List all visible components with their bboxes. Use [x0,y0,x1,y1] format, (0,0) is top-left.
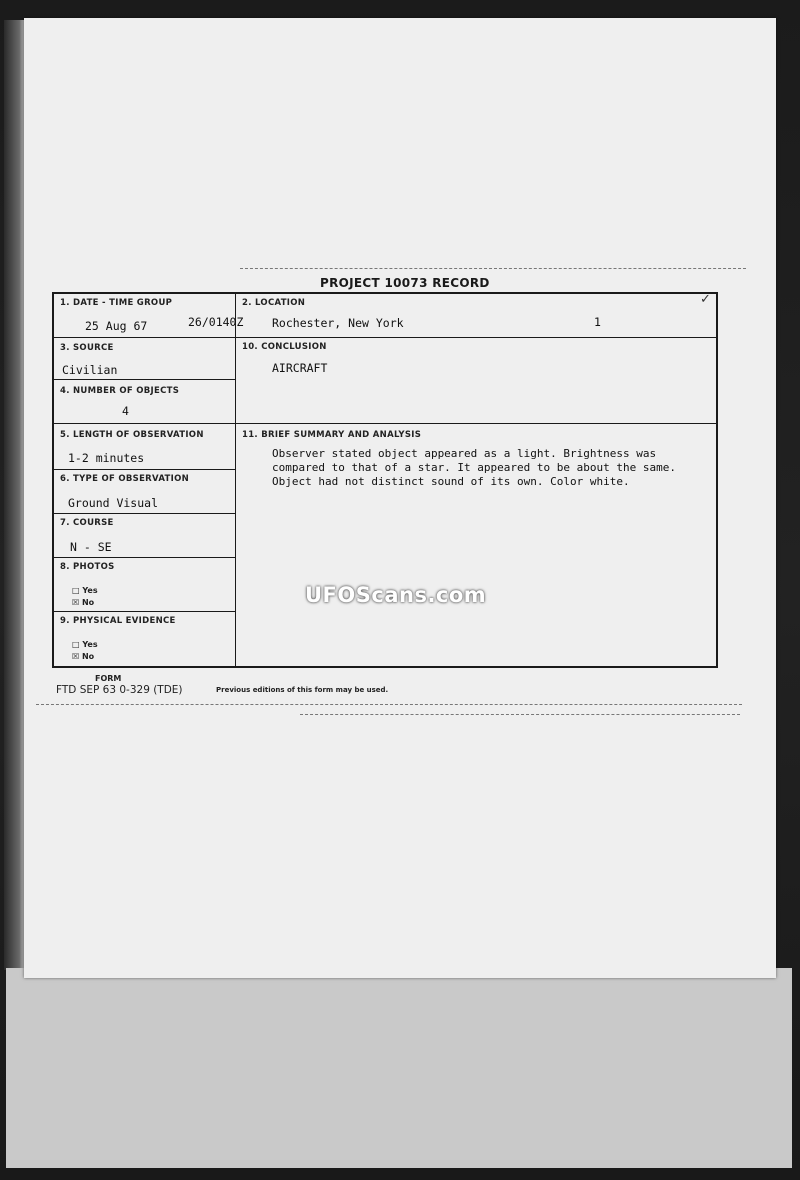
course-value: N - SE [70,540,112,554]
photos-yes-label: Yes [82,586,98,595]
footer-form-id: FTD SEP 63 0-329 (TDE) [56,684,183,696]
num-objects-value: 4 [122,404,129,418]
watermark: UFOScans.com [305,583,487,607]
photos-yes-checkbox: □ [72,586,80,595]
scan-edge-shadow [4,20,26,970]
physical-yes-label: Yes [82,640,98,649]
cell-location [236,292,718,338]
length-value: 1-2 minutes [68,451,145,465]
photos-no-row [72,598,94,607]
physical-no-row [72,652,94,661]
photos-no-checkbox: ☒ [72,598,80,607]
location-label: 2. LOCATION [242,298,306,308]
dashed-rule-top [240,268,746,269]
backing-sheet [6,968,792,1168]
footer-form-word: FORM [95,674,122,683]
location-count: 1 [594,315,601,329]
type-value: Ground Visual [68,496,159,510]
physical-label: 9. PHYSICAL EVIDENCE [60,616,176,626]
photos-label: 8. PHOTOS [60,562,115,572]
physical-yes-checkbox: □ [72,640,80,649]
physical-no-label: No [81,652,95,661]
summary-text: Observer stated object appeared as a light. Brightness was compared to that of a star. It appeared to be about the same. Object had not distinct sound of its own. Color white. [272,447,676,488]
length-label: 5. LENGTH OF OBSERVATION [60,430,204,440]
photos-no-label: No [81,598,95,607]
conclusion-label: 10. CONCLUSION [242,342,327,352]
date-time-label: 1. DATE - TIME GROUP [60,298,173,308]
location-value: Rochester, New York [272,316,404,330]
dashed-rule-bottom [36,704,742,705]
type-label: 6. TYPE OF OBSERVATION [60,474,190,484]
course-label: 7. COURSE [60,518,114,528]
record-title: PROJECT 10073 RECORD [320,276,490,290]
conclusion-value: AIRCRAFT [272,361,328,375]
date-value: 25 Aug 67 [85,319,148,333]
footer-note: Previous editions of this form may be used. [216,686,389,694]
dashed-rule-lower [300,714,740,715]
source-value: Civilian [62,363,118,377]
checkmark-icon: ✓ [700,292,711,307]
time-value: 26/0140Z [188,315,244,329]
num-objects-label: 4. NUMBER OF OBJECTS [60,386,180,396]
physical-no-checkbox: ☒ [72,652,80,661]
summary-label: 11. BRIEF SUMMARY AND ANALYSIS [242,430,422,440]
photos-yes-row [72,586,98,595]
physical-yes-row [72,640,98,649]
source-label: 3. SOURCE [60,343,114,353]
